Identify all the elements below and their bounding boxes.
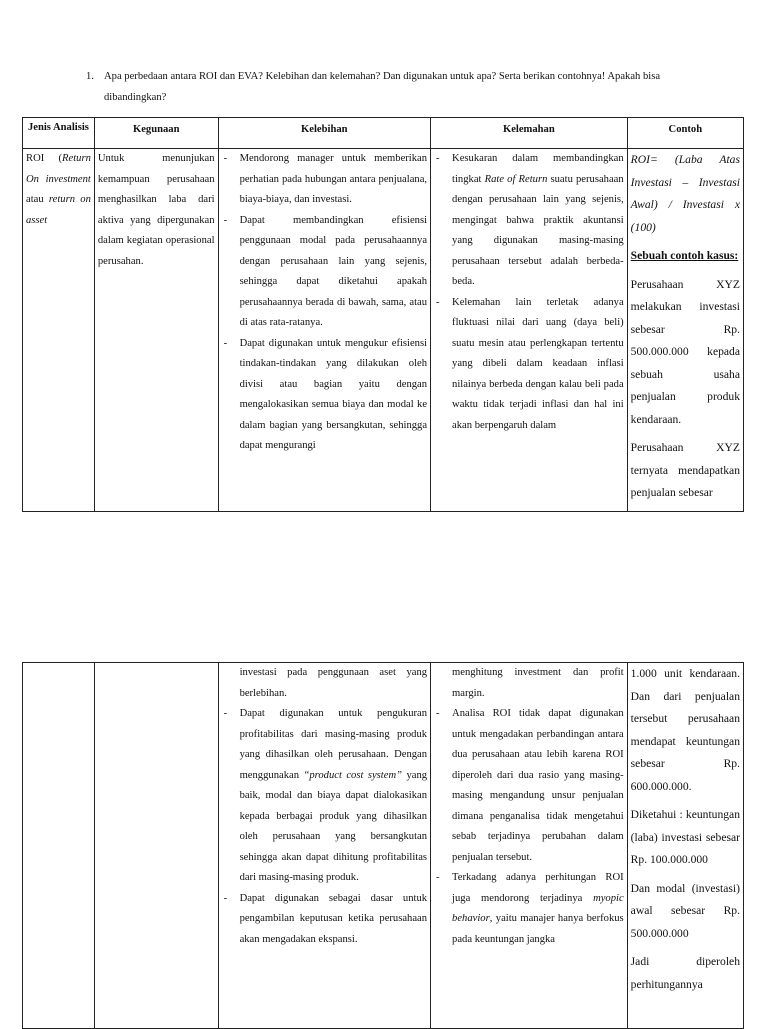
list-item: - Mendorong manager untuk memberikan perhatian pada hubungan antara penjualana, biaya-biaya, dan investasi. (222, 149, 427, 211)
contoh-paragraph: Perusahaan XYZ ternyata mendapatkan penjualan sebesar (630, 441, 740, 499)
jenis-analisis-cell: ROI (Return On investment atau return on asset (23, 149, 95, 512)
question-number: 1. (86, 71, 94, 82)
contoh-kasus-heading: Sebuah contoh kasus: (630, 249, 739, 262)
contoh-paragraph: Dan modal (investasi) awal sebesar Rp. 500.000.000 (630, 881, 740, 940)
kelemahan-cell (431, 663, 628, 1029)
header-jenis-analisis: Jenis Analisis (23, 118, 95, 149)
comparison-table-page-2 (22, 662, 744, 1029)
contoh-paragraph: 1.000 unit kendaraan. Dan dari penjualan tersebut perusahaan mendapat keuntungan sebesar Rp. 600.000.000. (630, 667, 740, 793)
list-item-continued: investasi pada penggunaan aset yang berlebihan. (239, 667, 428, 699)
contoh-paragraph: Diketahui : keuntungan (laba) investasi sebesar Rp. 100.000.000 (630, 808, 740, 866)
contoh-cell (627, 663, 743, 1029)
kegunaan-cell-empty (94, 663, 218, 1029)
list-item: - Kesukaran dalam membandingkan tingkat Rate of Return suatu perusahaan dengan perusahaan lain yang sejenis, mengingat bahwa praktik akuntansi yang digunakan masing-masing perusahaan tersebut adalah berbeda-beda. (434, 149, 624, 293)
table-header-row (23, 118, 744, 149)
jenis-analisis-cell-empty (23, 663, 95, 1029)
kegunaan-cell: Untuk menunjukan kemampuan perusahaan menghasilkan laba dari aktiva yang dipergunakan dalam kegiatan operasional perusahan. (94, 149, 218, 512)
kelebihan-cell (218, 663, 430, 1029)
contoh-paragraph: Perusahaan XYZ melakukan investasi sebesar Rp. 500.000.000 kepada sebuah usaha penjualan produk kendaraan. (630, 277, 740, 426)
list-item: - Analisa ROI tidak dapat digunakan untuk mengadakan perbandingan antara dua perusahaan atau lebih karena ROI diperoleh dari dua rasio yang masing-masing mengandung unsur penjualan dimana penganalisa tidak mengetahui sebab terjadinya perubahan dalam penjualan tersebut. (434, 704, 624, 868)
list-item: - Dapat digunakan sebagai dasar untuk pengambilan keputusan ketika perusahaan akan mengadakan ekspansi. (222, 889, 427, 951)
contoh-cell (627, 149, 743, 512)
table-row (23, 149, 744, 512)
list-item: - Dapat digunakan untuk pengukuran profitabilitas dari masing-masing produk yang dihasilkan oleh perusahaan. Dengan menggunakan “product cost system” yang baik, modal dan biaya dapat dialokasikan kepada berbagai produk yang dihasilkan oleh perusahaan yang bersangkutan sehingga akan dapat dihitung profitabilitas dari masing-masing produk. (222, 704, 427, 889)
kelemahan-cell (431, 149, 628, 512)
question-text: Apa perbedaan antara ROI dan EVA? Kelebihan dan kelemahan? Dan digunakan untuk apa? Serta berikan contohnya! Apakah bisa dibandingkan? (104, 71, 661, 103)
comparison-table-page-1 (22, 117, 744, 512)
table-row (23, 663, 744, 1029)
header-contoh: Contoh (627, 118, 743, 149)
roi-formula: ROI= (Laba Atas Investasi – Investasi Awal) / Investasi x (100) (630, 153, 740, 234)
list-item-continued: menghitung investment dan profit margin. (452, 667, 624, 699)
header-kelemahan: Kelemahan (431, 118, 628, 149)
list-item: - Dapat digunakan untuk mengukur efisiensi tindakan-tindakan yang dilakukan oleh divisi atau bagian yaitu dengan mengalokasikan semua biaya dan modal ke dalam bagian yang bersangkutan, sehingga dapat mengurangi (222, 334, 427, 457)
header-kelebihan: Kelebihan (218, 118, 430, 149)
list-item: - Dapat membandingkan efisiensi penggunaan modal pada perusahaannya dengan perusahaan lain yang sejenis, sehingga dapat diketahui apakah perusahaannya berada di bawah, sama, atau di atas rata-ratanya. (222, 211, 427, 334)
list-item: - Terkadang adanya perhitungan ROI juga mendorong terjadinya myopic behavior, yaitu manajer hanya berfokus pada keuntungan jangka (434, 868, 624, 950)
header-kegunaan: Kegunaan (94, 118, 218, 149)
kelebihan-cell (218, 149, 430, 512)
contoh-paragraph: Jadi diperoleh perhitungannya (630, 955, 740, 991)
list-item: - Kelemahan lain terletak adanya fluktuasi nilai dari uang (daya beli) suatu mesin atau perlengkapan tertentu yang dibeli dalam keadaan inflasi nilainya berbeda dengan kalau beli pada waktu tidak terjadi inflasi dan hal ini akan berpengaruh dalam (434, 293, 624, 437)
